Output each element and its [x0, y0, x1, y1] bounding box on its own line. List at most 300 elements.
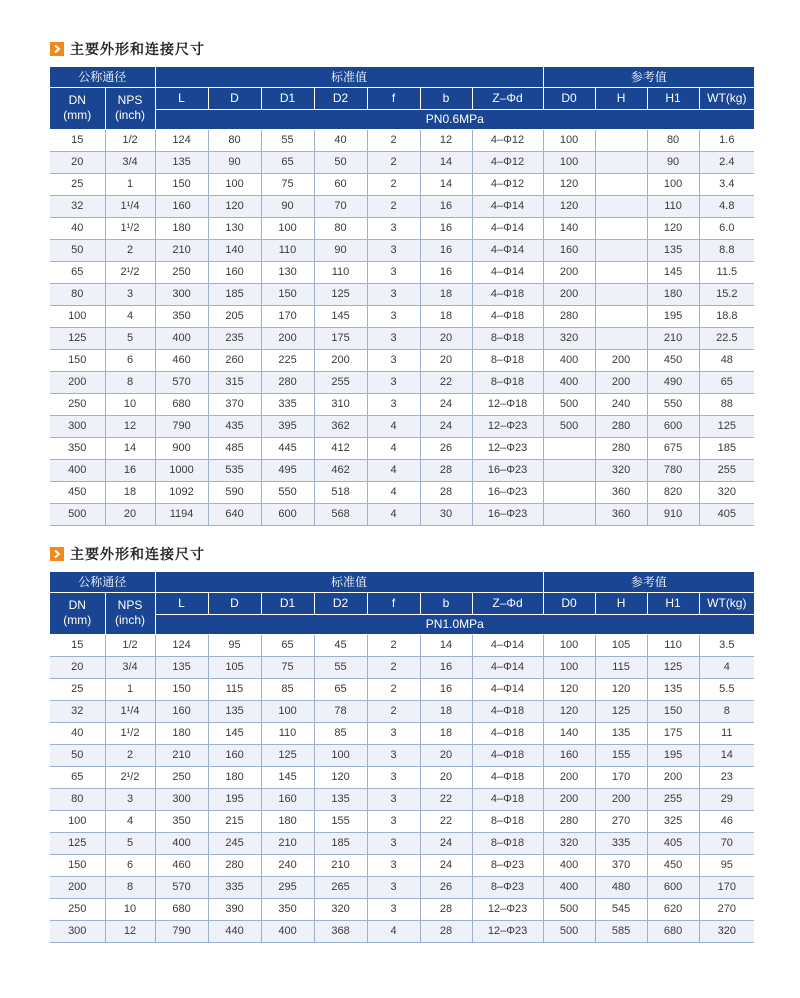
table-cell: 29 — [699, 788, 754, 810]
table-cell: 450 — [647, 854, 699, 876]
table-cell: 600 — [261, 503, 314, 525]
table-cell: 175 — [314, 327, 367, 349]
table-cell — [543, 437, 595, 459]
table-cell: 8–Φ23 — [472, 854, 543, 876]
table-cell: 680 — [155, 898, 208, 920]
col-header: Z–Φd — [472, 87, 543, 109]
table-cell: 24 — [420, 854, 472, 876]
table-cell: 24 — [420, 832, 472, 854]
table-cell: 4–Φ18 — [472, 744, 543, 766]
table-cell: 362 — [314, 415, 367, 437]
table-cell: 300 — [50, 415, 105, 437]
col-header: L — [155, 592, 208, 614]
table-cell: 30 — [420, 503, 472, 525]
table-cell: 2¹/2 — [105, 261, 155, 283]
table-cell: 350 — [155, 810, 208, 832]
table-cell: 20 — [420, 327, 472, 349]
table-cell: 18 — [105, 481, 155, 503]
section-title — [50, 38, 750, 60]
table-cell: 210 — [314, 854, 367, 876]
table-cell: 200 — [314, 349, 367, 371]
col-header: Z–Φd — [472, 592, 543, 614]
table-cell: 200 — [50, 371, 105, 393]
table-cell: 185 — [208, 283, 261, 305]
table-cell: 412 — [314, 437, 367, 459]
col-header: D2 — [314, 592, 367, 614]
table-row — [50, 305, 754, 327]
table-cell — [595, 283, 647, 305]
table-cell: 8–Φ18 — [472, 349, 543, 371]
table-cell: 10 — [105, 393, 155, 415]
table-cell: 125 — [50, 327, 105, 349]
table-cell: 210 — [261, 832, 314, 854]
table-cell: 8–Φ18 — [472, 810, 543, 832]
col-header: WT(kg) — [699, 87, 754, 109]
table-cell: 65 — [261, 151, 314, 173]
table-cell: 16–Φ23 — [472, 459, 543, 481]
table-cell: 210 — [155, 744, 208, 766]
table-cell: 135 — [208, 700, 261, 722]
table-cell — [595, 327, 647, 349]
col-header: L — [155, 87, 208, 109]
table-cell: 125 — [314, 283, 367, 305]
table-row — [50, 788, 754, 810]
group-nominal-header: 公称通径 — [50, 572, 155, 592]
table-cell: 200 — [50, 876, 105, 898]
table-cell: 280 — [543, 810, 595, 832]
table-cell: 75 — [261, 656, 314, 678]
table-cell: 16 — [420, 678, 472, 700]
table-cell: 65 — [50, 766, 105, 788]
table-cell: 125 — [50, 832, 105, 854]
table-cell: 3 — [367, 898, 420, 920]
table-cell: 14 — [105, 437, 155, 459]
table-cell: 145 — [314, 305, 367, 327]
table-cell: 12 — [105, 920, 155, 942]
table-cell: 325 — [647, 810, 699, 832]
table-cell: 200 — [595, 371, 647, 393]
chevron-right-icon — [50, 547, 64, 561]
table-cell: 3 — [367, 393, 420, 415]
table-cell: 310 — [314, 393, 367, 415]
table-cell: 18 — [420, 722, 472, 744]
table-row — [50, 854, 754, 876]
table-cell: 65 — [50, 261, 105, 283]
dimension-section-pn06 — [50, 38, 750, 526]
table-cell: 3 — [367, 239, 420, 261]
table-cell: 1 — [105, 173, 155, 195]
table-cell: 335 — [261, 393, 314, 415]
table-cell: 2 — [367, 656, 420, 678]
table-cell: 4–Φ14 — [472, 261, 543, 283]
table-cell: 160 — [208, 261, 261, 283]
table-cell: 300 — [155, 283, 208, 305]
table-cell: 320 — [595, 459, 647, 481]
col-header: D — [208, 592, 261, 614]
table-cell: 3 — [367, 371, 420, 393]
table-cell: 135 — [155, 656, 208, 678]
table-cell: 40 — [314, 129, 367, 151]
table-cell: 100 — [647, 173, 699, 195]
table-cell: 4–Φ14 — [472, 239, 543, 261]
table-cell: 14 — [420, 173, 472, 195]
table-cell: 26 — [420, 437, 472, 459]
table-cell: 1/2 — [105, 634, 155, 656]
table-cell: 3 — [367, 349, 420, 371]
table-cell: 400 — [543, 854, 595, 876]
table-cell: 780 — [647, 459, 699, 481]
table-cell: 440 — [208, 920, 261, 942]
table-cell: 1¹/2 — [105, 217, 155, 239]
table-cell: 460 — [155, 349, 208, 371]
table-cell: 8–Φ18 — [472, 832, 543, 854]
table-cell: 2 — [367, 151, 420, 173]
table-cell: 110 — [647, 634, 699, 656]
chevron-right-icon — [50, 42, 64, 56]
table-row — [50, 151, 754, 173]
table-cell: 3 — [367, 722, 420, 744]
table-cell: 135 — [595, 722, 647, 744]
table-cell: 85 — [314, 722, 367, 744]
table-cell: 120 — [208, 195, 261, 217]
table-cell: 14 — [420, 634, 472, 656]
col-header: H1 — [647, 87, 699, 109]
col-header: D2 — [314, 87, 367, 109]
table-cell: 32 — [50, 700, 105, 722]
nps-header: NPS (inch) — [105, 592, 155, 634]
table-cell: 1194 — [155, 503, 208, 525]
table-cell: 4 — [367, 437, 420, 459]
table-row — [50, 832, 754, 854]
table-cell: 400 — [155, 327, 208, 349]
table-cell: 22 — [420, 788, 472, 810]
table-cell: 45 — [314, 634, 367, 656]
table-cell: 360 — [595, 481, 647, 503]
table-cell: 11.5 — [716, 266, 738, 278]
table-cell: 2¹/2 — [105, 766, 155, 788]
table-cell: 105 — [208, 656, 261, 678]
table-cell: 280 — [595, 415, 647, 437]
table-cell: 445 — [261, 437, 314, 459]
table-cell: 4 — [367, 415, 420, 437]
table-cell: 120 — [543, 173, 595, 195]
table-cell: 80 — [50, 788, 105, 810]
table-cell — [543, 481, 595, 503]
table-cell: 130 — [208, 217, 261, 239]
table-cell: 20 — [420, 349, 472, 371]
table-cell: 18 — [420, 700, 472, 722]
table-cell: 20 — [420, 744, 472, 766]
table-cell: 550 — [261, 481, 314, 503]
table-cell: 120 — [543, 700, 595, 722]
table-cell: 315 — [208, 371, 261, 393]
table-cell: 240 — [595, 393, 647, 415]
table-row — [50, 195, 754, 217]
table-cell: 8–Φ18 — [472, 327, 543, 349]
table-cell: 518 — [314, 481, 367, 503]
table-row — [50, 898, 754, 920]
table-row — [50, 415, 754, 437]
table-cell: 4–Φ18 — [472, 700, 543, 722]
table-cell: 3/4 — [105, 151, 155, 173]
table-cell: 4.8 — [699, 195, 754, 217]
table-cell: 2 — [367, 129, 420, 151]
table-cell: 14 — [699, 744, 754, 766]
col-header: H1 — [647, 592, 699, 614]
table-row — [50, 678, 754, 700]
table-cell: 25 — [50, 678, 105, 700]
table-cell: 16–Φ23 — [472, 481, 543, 503]
nps-header: NPS (inch) — [105, 87, 155, 129]
dn-header: DN (mm) — [50, 87, 105, 129]
table-cell: 675 — [647, 437, 699, 459]
table-cell: 215 — [208, 810, 261, 832]
col-header: b — [420, 87, 472, 109]
table-cell: 405 — [699, 503, 754, 525]
table-cell: 200 — [543, 283, 595, 305]
table-cell: 545 — [595, 898, 647, 920]
table-cell: 370 — [595, 854, 647, 876]
table-cell: 22 — [420, 371, 472, 393]
table-cell: 150 — [50, 349, 105, 371]
table-cell: 2 — [367, 173, 420, 195]
table-cell: 320 — [543, 832, 595, 854]
col-header: D0 — [543, 592, 595, 614]
table-cell: 88 — [720, 398, 733, 410]
table-cell: 12 — [420, 129, 472, 151]
table-cell: 280 — [595, 437, 647, 459]
table-cell: 40 — [50, 217, 105, 239]
table-cell: 300 — [50, 920, 105, 942]
table-cell: 100 — [543, 151, 595, 173]
col-header: D — [208, 87, 261, 109]
table-cell: 65 — [699, 371, 754, 393]
table-cell: 20 — [105, 503, 155, 525]
table-cell: 100 — [50, 305, 105, 327]
table-cell: 50 — [50, 239, 105, 261]
table-cell: 620 — [647, 898, 699, 920]
table-cell: 320 — [717, 486, 736, 498]
table-cell: 3 — [105, 283, 155, 305]
table-cell: 255 — [647, 788, 699, 810]
table-cell: 4–Φ18 — [472, 766, 543, 788]
table-cell: 1¹/4 — [105, 195, 155, 217]
table-row — [50, 349, 754, 371]
table-cell: 125 — [261, 744, 314, 766]
table-cell: 3 — [367, 283, 420, 305]
table-cell: 8–Φ23 — [472, 876, 543, 898]
table-cell: 18 — [420, 305, 472, 327]
table-cell: 16 — [420, 195, 472, 217]
table-cell: 110 — [314, 261, 367, 283]
table-cell: 28 — [420, 481, 472, 503]
table-cell: 3/4 — [105, 656, 155, 678]
table-cell: 150 — [155, 678, 208, 700]
table-cell: 120 — [543, 678, 595, 700]
table-cell: 435 — [208, 415, 261, 437]
table-cell: 335 — [595, 832, 647, 854]
table-cell: 180 — [155, 722, 208, 744]
table-cell: 28 — [420, 898, 472, 920]
table-cell: 16–Φ23 — [472, 503, 543, 525]
table-cell: 180 — [261, 810, 314, 832]
table-cell: 500 — [543, 920, 595, 942]
table-cell: 90 — [261, 195, 314, 217]
table-cell: 450 — [50, 481, 105, 503]
table-row — [50, 722, 754, 744]
table-cell: 4 — [699, 656, 754, 678]
table-cell: 195 — [647, 305, 699, 327]
table-row — [50, 503, 754, 525]
table-cell: 790 — [155, 415, 208, 437]
section-title-text: 主要外形和连接尺寸 — [70, 41, 205, 57]
table-cell: 160 — [155, 700, 208, 722]
pressure-rating: PN1.0MPa — [155, 614, 754, 634]
table-cell: 124 — [155, 634, 208, 656]
table-cell: 280 — [208, 854, 261, 876]
table-cell — [595, 217, 647, 239]
table-cell: 400 — [50, 459, 105, 481]
table-cell: 100 — [208, 173, 261, 195]
table-cell: 200 — [595, 788, 647, 810]
table-cell: 50 — [314, 151, 367, 173]
table-cell: 8.8 — [699, 239, 754, 261]
table-cell: 3 — [367, 327, 420, 349]
table-cell: 170 — [261, 305, 314, 327]
col-header: D0 — [543, 87, 595, 109]
table-cell: 12–Φ18 — [472, 393, 543, 415]
table-cell: 3 — [367, 766, 420, 788]
table-cell: 680 — [155, 393, 208, 415]
table-cell: 70 — [314, 195, 367, 217]
table-cell: 1/2 — [105, 129, 155, 151]
table-cell: 210 — [155, 239, 208, 261]
table-cell: 4–Φ12 — [472, 151, 543, 173]
table-cell: 150 — [155, 173, 208, 195]
table-cell: 75 — [261, 173, 314, 195]
table-cell: 462 — [314, 459, 367, 481]
table-cell: 25 — [50, 173, 105, 195]
table-cell: 170 — [595, 766, 647, 788]
table-cell: 20 — [420, 766, 472, 788]
table-cell: 200 — [543, 788, 595, 810]
table-cell: 900 — [155, 437, 208, 459]
table-row — [50, 920, 754, 942]
table-cell: 80 — [647, 129, 699, 151]
table-cell: 8–Φ18 — [472, 371, 543, 393]
col-header: f — [367, 87, 420, 109]
table-row — [50, 656, 754, 678]
table-cell: 4–Φ14 — [472, 195, 543, 217]
table-cell: 1092 — [155, 481, 208, 503]
table-cell: 400 — [543, 876, 595, 898]
table-cell: 3 — [367, 788, 420, 810]
table-cell: 300 — [155, 788, 208, 810]
table-cell: 120 — [647, 217, 699, 239]
table-cell: 4 — [367, 481, 420, 503]
table-cell: 110 — [261, 722, 314, 744]
table-cell: 270 — [595, 810, 647, 832]
table-cell: 55 — [314, 656, 367, 678]
table-cell: 95 — [208, 634, 261, 656]
table-cell: 12–Φ23 — [472, 415, 543, 437]
table-cell: 570 — [155, 371, 208, 393]
table-cell: 80 — [314, 217, 367, 239]
table-cell: 40 — [50, 722, 105, 744]
table-cell: 160 — [261, 788, 314, 810]
table-cell — [543, 459, 595, 481]
table-cell: 260 — [208, 349, 261, 371]
table-cell: 80 — [50, 283, 105, 305]
section-title-text: 主要外形和连接尺寸 — [70, 546, 205, 562]
table-cell: 135 — [647, 678, 699, 700]
col-header: D1 — [261, 87, 314, 109]
table-cell: 585 — [595, 920, 647, 942]
table-cell: 24 — [420, 415, 472, 437]
table-cell: 1¹/2 — [105, 722, 155, 744]
table-cell: 255 — [314, 371, 367, 393]
table-cell: 500 — [50, 503, 105, 525]
table-cell: 270 — [717, 903, 736, 915]
table-cell: 240 — [261, 854, 314, 876]
table-cell: 200 — [543, 261, 595, 283]
table-cell: 5 — [105, 832, 155, 854]
table-cell: 280 — [543, 305, 595, 327]
col-header: H — [595, 87, 647, 109]
table-cell: 90 — [208, 151, 261, 173]
table-cell: 65 — [261, 634, 314, 656]
table-cell: 790 — [155, 920, 208, 942]
table-cell: 400 — [543, 371, 595, 393]
table-cell: 16 — [105, 459, 155, 481]
table-cell: 2.4 — [699, 151, 754, 173]
table-cell: 200 — [595, 349, 647, 371]
table-cell: 3 — [367, 810, 420, 832]
col-header: H — [595, 592, 647, 614]
table-cell: 245 — [208, 832, 261, 854]
table-cell: 18.8 — [716, 310, 738, 322]
table-cell: 125 — [699, 415, 754, 437]
table-cell: 145 — [261, 766, 314, 788]
table-row — [50, 634, 754, 656]
table-cell: 568 — [314, 503, 367, 525]
table-cell: 4–Φ18 — [472, 788, 543, 810]
table-cell: 2 — [105, 239, 155, 261]
table-cell: 6 — [105, 349, 155, 371]
table-cell: 680 — [647, 920, 699, 942]
table-cell: 480 — [595, 876, 647, 898]
table-cell: 65 — [314, 678, 367, 700]
table-cell: 125 — [595, 700, 647, 722]
table-row — [50, 217, 754, 239]
table-cell: 400 — [155, 832, 208, 854]
table-cell: 2 — [105, 744, 155, 766]
table-cell: 250 — [50, 393, 105, 415]
table-cell: 155 — [314, 810, 367, 832]
table-row — [50, 261, 754, 283]
table-cell: 60 — [314, 173, 367, 195]
table-cell: 110 — [261, 239, 314, 261]
table-cell: 80 — [208, 129, 261, 151]
table-cell: 1000 — [155, 459, 208, 481]
table-cell: 140 — [543, 722, 595, 744]
table-cell: 15 — [50, 129, 105, 151]
table-cell: 11 — [721, 727, 733, 739]
table-cell: 28 — [420, 920, 472, 942]
table-cell: 100 — [543, 634, 595, 656]
table-cell: 180 — [155, 217, 208, 239]
pressure-rating: PN0.6MPa — [155, 109, 754, 129]
